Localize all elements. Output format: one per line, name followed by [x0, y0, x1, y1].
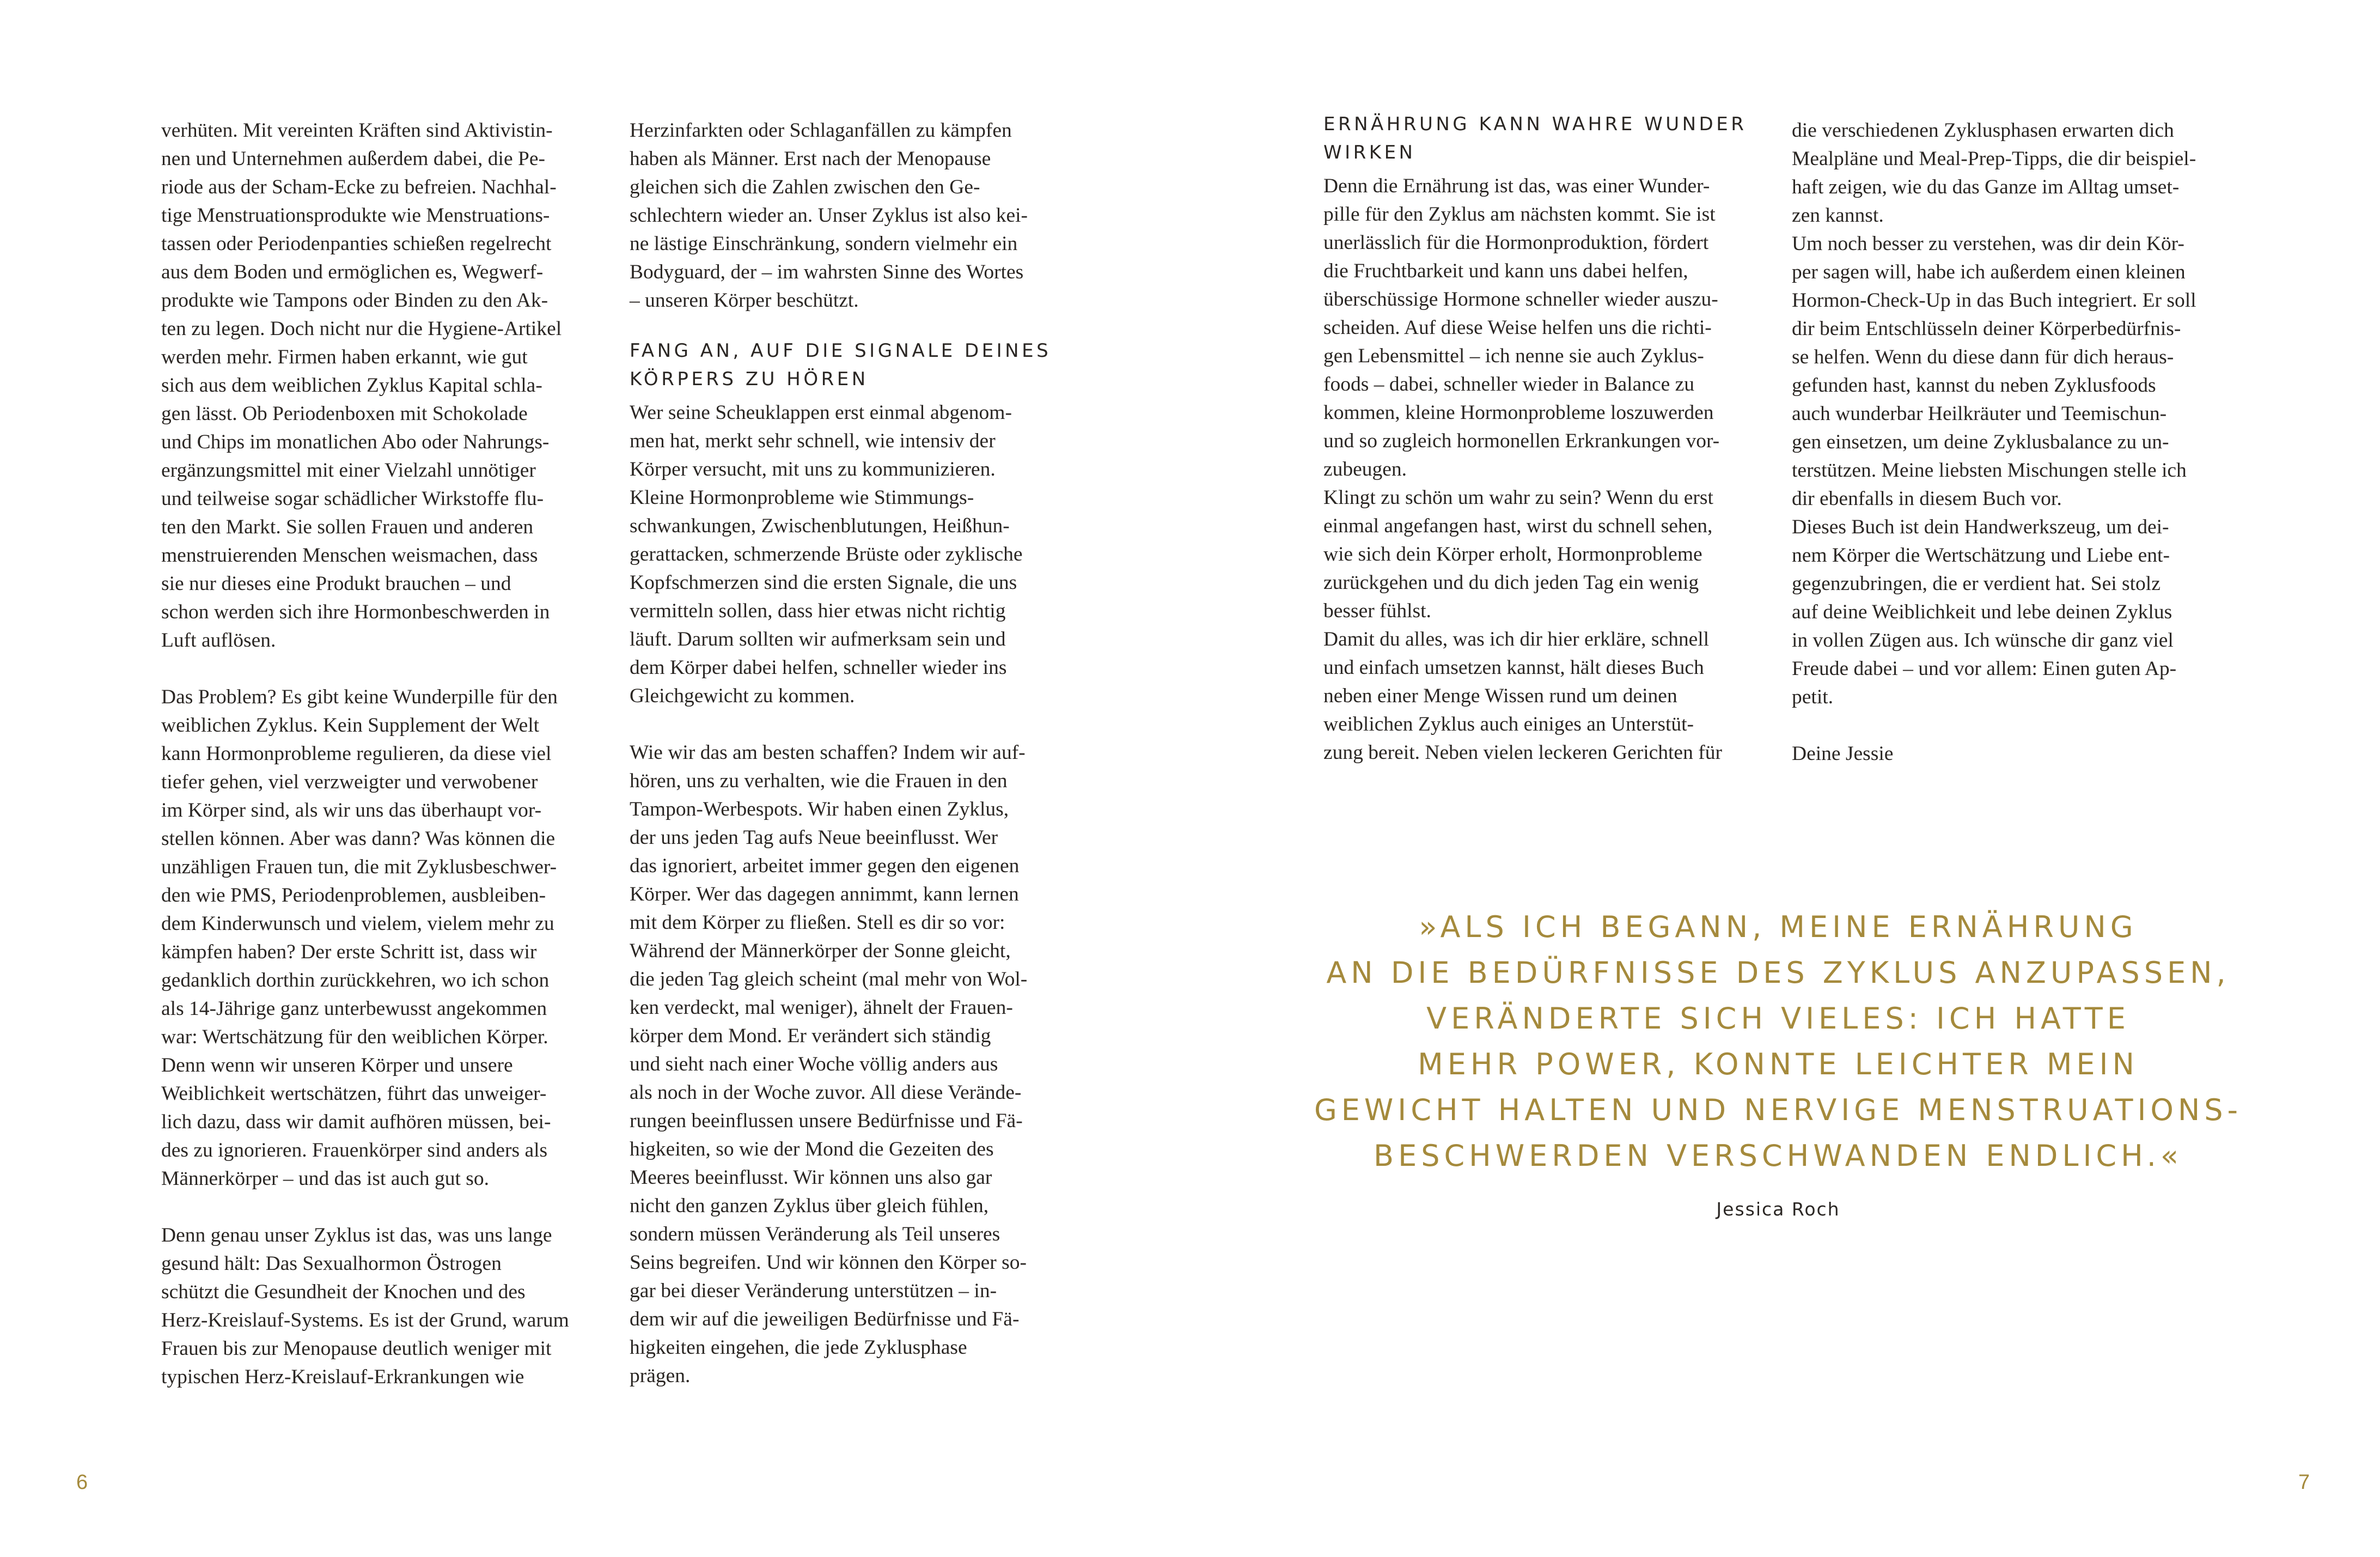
pull-quote: [1296, 904, 2260, 1220]
body-paragraph: Herzinfarkten oder Schlaganfällen zu kämpfen haben als Männer. Erst nach der Menopause gleichen sich die Zahlen zwischen den Ge- schlechtern wieder an. Unser Zyklus ist also kei- ne lästige Einschränkung, sondern vielmehr ein Bodyguard, der – im wahrsten Sinne des Wortes – unseren Körper beschützt.: [630, 119, 1028, 312]
right-page-column-1: [1323, 110, 1770, 767]
right-page-column-2: [1792, 117, 2238, 768]
body-paragraph: Um noch besser zu verstehen, was dir dein Kör- per sagen will, habe ich außerdem einen kleinen Hormon-Check-Up in das Buch integriert. Er soll dir beim Entschlüsseln deiner Körperbedürfnis- se helfen. Wenn du diese dann für dich heraus- gefunden hast, kannst du neben Zyklusfoods auch wunderbar Heilkräuter und Teemischun- gen einsetzen, um deine Zyklusbalance zu un- terstützen. Meine liebsten Mischungen stelle ich dir ebenfalls in diesem Buch vor.: [1792, 233, 2196, 510]
pull-quote-author: Jessica Roch: [1716, 1199, 1840, 1220]
left-page-column-2: [630, 117, 1065, 1390]
body-paragraph: Damit du alles, was ich dir hier erkläre, schnell und einfach umsetzen kannst, hält dieses Buch neben einer Menge Wissen rund um deinen weiblichen Zyklus auch einiges an Unterstüt- zung bereit. Neben vielen leckeren Gerichten für: [1323, 628, 1722, 764]
section-heading: FANG AN, AUF DIE SIGNALE DEINES KÖRPERS ZU HÖREN: [630, 340, 1052, 390]
page-number-right: 7: [2298, 1471, 2310, 1494]
left-page-column-1: [161, 117, 597, 1391]
body-paragraph: Wie wir das am besten schaffen? Indem wir auf- hören, uns zu verhalten, wie die Frauen in den Tampon-Werbespots. Wir haben einen Zyklus, der uns jeden Tag aufs Neue beeinflusst. Wer das ignoriert, arbeitet immer gegen den eigenen Körper. Wer das dagegen annimmt, kann lernen mit dem Körper zu fließen. Stell es dir so vor: Während der Männerkörper der Sonne gleicht, die jeden Tag gleich scheint (mal mehr von Wol- ken verdeckt, mal weniger), ähnelt der Frauen- körper dem Mond. Er verändert sich ständig und sieht nach einer Woche völlig anders aus als noch in der Woche zuvor. All diese Verände- rungen beeinflussen unsere Bedürfnisse und Fä- higkeiten, so wie der Mond die Gezeiten des Meeres beeinflusst. Wir können uns also gar nicht den ganzen Zyklus über gleich fühlen, sondern müssen Veränderung als Teil unseres Seins begreifen. Und wir können den Körper so- gar bei dieser Veränderung unterstützen – in- dem wir auf die jeweiligen Bedürfnisse und Fä- higkeiten eingehen, die jede Zyklusphase prägen.: [630, 741, 1028, 1387]
body-paragraph: Dieses Buch ist dein Handwerkszeug, um dei- nem Körper die Wertschätzung und Liebe ent- gegenzubringen, die er verdient hat. Sei stolz auf deine Weiblichkeit und lebe deinen Zyklus in vollen Zügen aus. Ich wünsche dir ganz viel Freude dabei – und vor allem: Einen guten Ap- petit.: [1792, 516, 2177, 708]
pull-quote-text: »ALS ICH BEGANN, MEINE ERNÄHRUNG AN DIE BEDÜRFNISSE DES ZYKLUS ANZUPASSEN, VERÄNDERTE SICH VIELES: ICH HATTE MEHR POWER, KONNTE LEICHTER MEIN GEWICHT HALTEN UND NERVIGE MENSTRUATIONS- BESCHWERDEN VERSCHWANDEN ENDLICH.«: [1314, 910, 2243, 1173]
body-paragraph: die verschiedenen Zyklusphasen erwarten dich Mealpläne und Meal-Prep-Tipps, die dir beispiel- haft zeigen, wie du das Ganze im Alltag umset- zen kannst.: [1792, 119, 2196, 227]
signature: Deine Jessie: [1792, 743, 1894, 765]
body-paragraph: Denn die Ernährung ist das, was einer Wunder- pille für den Zyklus am nächsten kommt. Sie ist unerlässlich für die Hormonproduktion, fördert die Fruchtbarkeit und kann uns dabei helfen, überschüssige Hormone schneller wieder auszu- scheiden. Auf diese Weise helfen uns die richti- gen Lebensmittel – ich nenne sie auch Zyklus- foods – dabei, schneller wieder in Balance zu kommen, kleine Hormonprobleme loszuwerden und so zugleich hormonellen Erkrankungen vor- zubeugen.: [1323, 175, 1720, 481]
body-paragraph: Wer seine Scheuklappen erst einmal abgenom- men hat, merkt sehr schnell, wie intensiv der Körper versucht, mit uns zu kommunizieren. Kleine Hormonprobleme wie Stimmungs- schwankungen, Zwischenblutungen, Heißhun- gerattacken, schmerzende Brüste oder zyklische Kopfschmerzen sind die ersten Signale, die uns vermitteln sollen, dass hier etwas nicht richtig läuft. Darum sollten wir aufmerksam sein und dem Körper dabei helfen, schneller wieder ins Gleichgewicht zu kommen.: [630, 402, 1023, 707]
body-paragraph: Das Problem? Es gibt keine Wunderpille für den weiblichen Zyklus. Kein Supplement der Welt kann Hormonprobleme regulieren, da diese viel tiefer gehen, viel verzweigter und verwobener im Körper sind, als wir uns das überhaupt vor- stellen können. Aber was dann? Was können die unzähligen Frauen tun, die mit Zyklusbeschwer- den wie PMS, Periodenproblemen, ausbleiben- dem Kinderwunsch und vielem, vielem mehr zu kämpfen haben? Der erste Schritt ist, dass wir gedanklich dorthin zurückkehren, wo ich schon als 14-Jährige ganz unterbewusst angekommen war: Wertschätzung für den weiblichen Körper. Denn wenn wir unseren Körper und unsere Weiblichkeit wertschätzen, führt das unweiger- lich dazu, dass wir damit aufhören müssen, bei- des zu ignorieren. Frauenkörper sind anders als Männerkörper – und das ist auch gut so.: [161, 686, 558, 1190]
page-number-left: 6: [76, 1471, 88, 1494]
body-paragraph: verhüten. Mit vereinten Kräften sind Aktivistin- nen und Unternehmen außerdem dabei, die Pe- riode aus der Scham-Ecke zu befreien. Nachhal- tige Menstruationsprodukte wie Menstruations- tassen oder Periodenpanties schießen regelrecht aus dem Boden und ermöglichen es, Wegwerf- produkte wie Tampons oder Binden zu den Ak- ten zu legen. Doch nicht nur die Hygiene-Artikel werden mehr. Firmen haben erkannt, wie gut sich aus dem weiblichen Zyklus Kapital schla- gen lässt. Ob Periodenboxen mit Schokolade und Chips im monatlichen Abo oder Nahrungs- ergänzungsmittel mit einer Vielzahl unnötiger und teilweise sogar schädlicher Wirkstoffe flu- ten den Markt. Sie sollen Frauen und anderen menstruierenden Menschen weismachen, dass sie nur dieses eine Produkt brauchen – und schon werden sich ihre Hormonbeschwerden in Luft auflösen.: [161, 119, 562, 652]
section-heading: ERNÄHRUNG KANN WAHRE WUNDER WIRKEN: [1323, 113, 1747, 163]
body-paragraph: Klingt zu schön um wahr zu sein? Wenn du erst einmal angefangen hast, wirst du schnell sehen, wie sich dein Körper erholt, Hormonprobleme zurückgehen und du dich jeden Tag ein wenig besser fühlst.: [1323, 486, 1713, 622]
body-paragraph: Denn genau unser Zyklus ist das, was uns lange gesund hält: Das Sexualhormon Östrogen schützt die Gesundheit der Knochen und des Herz-Kreislauf-Systems. Es ist der Grund, warum Frauen bis zur Menopause deutlich weniger mit typischen Herz-Kreislauf-Erkrankungen wie: [161, 1224, 569, 1388]
